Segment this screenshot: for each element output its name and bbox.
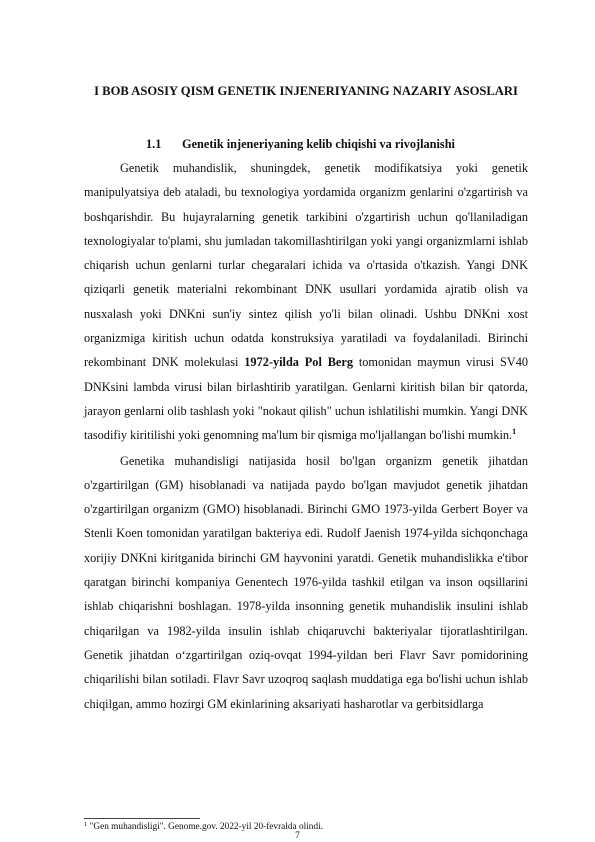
section-title: Genetik injeneriyaning kelib chiqishi va rivojlanishi <box>182 137 455 151</box>
section-number: 1.1 <box>146 137 162 151</box>
paragraph-1-text: Genetik muhandislik, shuningdek, genetik modifikatsiya yoki genetik manipulyatsiya deb ataladi, bu texnologiya yordamida organizm genlarini o'zgartirish va boshqarishdir. Bu hujayralarning genetik tarkibini o'zgartirish uchun qo'llaniladigan texnologiyalar to'plami, shu jumladan takomillashtirilgan yoki yangi organizmlarni ishlab chiqarish uchun genlarni turlar chegaralari ichida va o'rtasida o'tkazish. Yangi DNK qiziqarli genetik materialni rekombinant DNK usullari yordamida ajratib olish va nusxalash yoki DNKni sun'iy sintez qilish yo'li bilan olinadi. Ushbu DNKni xost organizmiga kiritish uchun odatda konstruksiya yaratiladi va foydalaniladi. Birinchi rekombinant DNK molekulasi <box>84 161 528 370</box>
footnote-divider <box>84 818 200 819</box>
footnote-reference[interactable]: 1 <box>512 427 517 437</box>
section-heading <box>146 135 455 153</box>
paragraph-1-continued-text: tomonidan maymun virusi SV40 DNKsini lambda virusi bilan birlashtirib yaratilgan. Genlarni kiritish bilan bir qatorda, jarayon genlarni olib tashlash yoki "nokaut qilish" uchun ishlatilishi mumkin. Yangi DNK tasodifiy kiritilishi yoki genomning ma'lum bir qismiga mo'ljallangan bo'lishi mumkin. <box>84 355 528 443</box>
footnote-mark: 1 <box>84 821 88 828</box>
footnote-text: "Gen muhandisligi". Genome.gov. 2022-yil 20-fevralda olindi. <box>89 822 324 832</box>
page-number: 7 <box>295 831 300 841</box>
paragraph-1-bold-text: 1972-yilda Pol Berg <box>244 355 353 370</box>
body-text <box>84 156 528 716</box>
paragraph-1 <box>84 156 528 448</box>
chapter-title: I BOB ASOSIY QISM GENETIK INJENERIYANING NAZARIY ASOSLARI <box>94 84 518 98</box>
paragraph-2: Genetika muhandisligi natijasida hosil bo'lgan organizm genetik jihatdan o'zgartirilgan (GM) hisoblanadi va natijada paydo bo'lgan mavjudot genetik jihatdan o'zgartirilgan organizm (GMO) hisoblanadi. Birinchi GMO 1973-yilda Gerbert Boyer va Stenli Koen tomonidan yaratilgan bakteriya edi. Rudolf Jaenish 1974-yilda sichqonchaga xorijiy DNKni kiritganida birinchi GM hayvonini yaratdi. Genetik muhandislikka e'tibor qaratgan birinchi kompaniya Genentech 1976-yilda tashkil etilgan va inson oqsillarini ishlab chiqarishni boshlagan. 1978-yilda insonning genetik muhandislik insulini ishlab chiqarilgan va 1982-yilda insulin ishlab chiqaruvchi bakteriyalar tijoratlashtirilgan. Genetik jihatdan o‘zgartirilgan oziq-ovqat 1994-yildan beri Flavr Savr pomidorining chiqarilishi bilan sotiladi. Flavr Savr uzoqroq saqlash muddatiga ega bo'lishi uchun ishlab chiqilgan, ammo hozirgi GM ekinlarining aksariyati hasharotlar va gerbitsidlarga <box>84 453 528 711</box>
